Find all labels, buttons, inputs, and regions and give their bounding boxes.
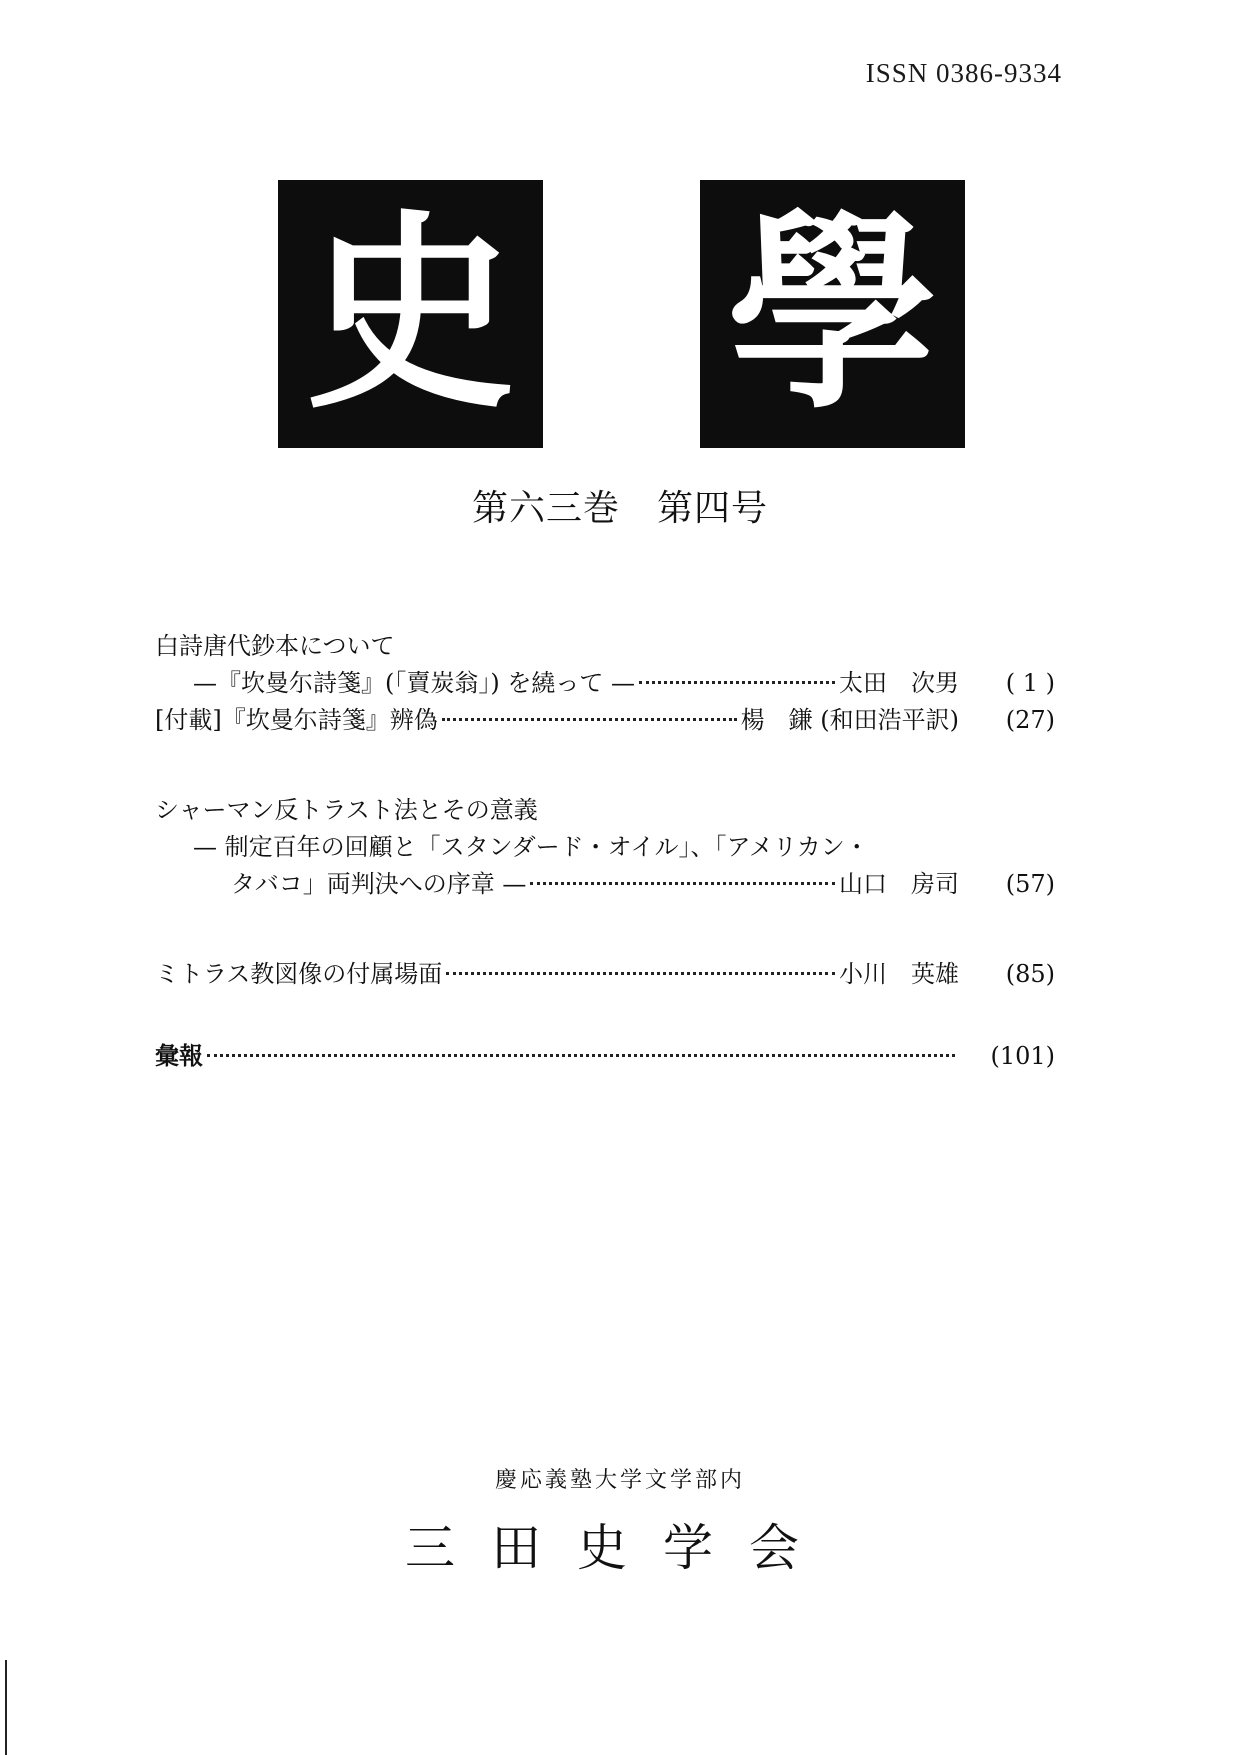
toc-entry-1-title bbox=[155, 628, 1055, 665]
toc-entry-3-title bbox=[155, 792, 1055, 829]
scan-edge-mark bbox=[5, 1660, 7, 1755]
leader-dots bbox=[639, 681, 835, 684]
toc-entry-title: 彙報 bbox=[155, 1041, 203, 1070]
toc-entry-title: 白詩唐代鈔本について bbox=[155, 632, 395, 660]
publisher-affiliation: 慶応義塾大学文学部内 bbox=[494, 1468, 745, 1493]
leader-dots bbox=[530, 882, 835, 885]
toc-entry-title: ミトラス教図像の付属場面 bbox=[155, 960, 443, 988]
toc-entry-3-subtitle-2 bbox=[155, 866, 1055, 903]
journal-title-block-left bbox=[278, 180, 543, 448]
toc-entry-3-subtitle-1 bbox=[155, 829, 1055, 866]
toc-entry-page: (57) bbox=[1005, 870, 1055, 898]
toc-entry-author: 楊 鎌 (和田浩平訳) bbox=[740, 706, 959, 734]
toc-entry-page: (85) bbox=[1005, 960, 1055, 988]
journal-title-char-2: 學 bbox=[727, 190, 938, 437]
toc-entry-title: シャーマン反トラスト法とその意義 bbox=[155, 796, 538, 824]
journal-title-block-right bbox=[700, 180, 965, 448]
toc-entry-title: [付載]『坎曼尓詩箋』辨偽 bbox=[155, 706, 438, 734]
toc-entry-author: 太田 次男 bbox=[839, 669, 959, 697]
toc-entry-page: ( 1 ) bbox=[1005, 669, 1055, 697]
toc-entry-5 bbox=[155, 1037, 1055, 1074]
toc-entry-author: 山口 房司 bbox=[839, 870, 959, 898]
toc-entry-2 bbox=[155, 702, 1055, 739]
toc-entry-subtitle: —『坎曼尓詩箋』(「賣炭翁」) を繞って — bbox=[193, 669, 635, 697]
publisher-name: 三田史学会 bbox=[405, 1519, 835, 1577]
toc-entry-page: (27) bbox=[1005, 706, 1055, 734]
leader-dots bbox=[442, 718, 737, 721]
volume-issue: 第六三巻 第四号 bbox=[471, 488, 768, 529]
leader-dots bbox=[207, 1054, 955, 1057]
toc-entry-1-subtitle bbox=[155, 665, 1055, 702]
toc-entry-subtitle: — 制定百年の回顧と「スタンダード・オイル」、「アメリカン・ bbox=[193, 833, 869, 861]
toc-entry-subtitle: タバコ」両判決への序章 — bbox=[231, 870, 527, 898]
toc-entry-page: (101) bbox=[990, 1042, 1055, 1070]
leader-dots bbox=[446, 972, 835, 975]
issn-number: ISSN 0386-9334 bbox=[865, 58, 1062, 88]
toc-entry-4 bbox=[155, 956, 1055, 993]
toc-entry-author: 小川 英雄 bbox=[839, 960, 959, 988]
journal-title-char-1: 史 bbox=[305, 190, 516, 437]
table-of-contents bbox=[155, 628, 1055, 1074]
